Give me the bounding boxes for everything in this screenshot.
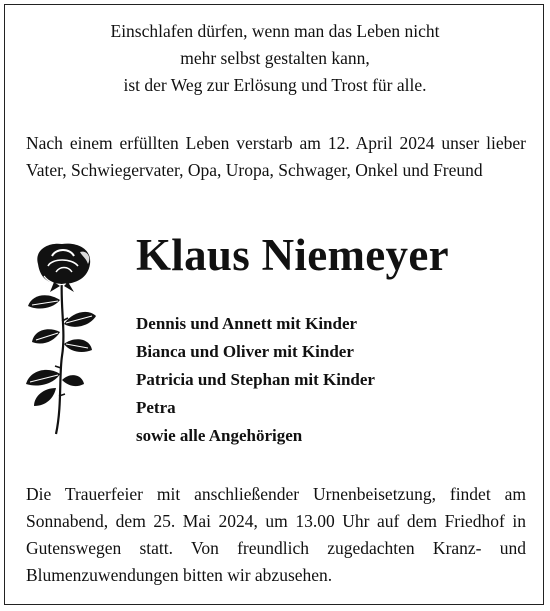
poem-line: ist der Weg zur Erlösung und Trost für alle.: [123, 75, 427, 95]
rose-icon: [22, 236, 104, 436]
poem-line: mehr selbst gestalten kann,: [180, 48, 370, 68]
mourner-line: Dennis und Annett mit Kinder: [136, 314, 358, 333]
mourner-line: Patricia und Stephan mit Kinder: [136, 370, 375, 389]
mourner-line: Bianca und Oliver mit Kinder: [136, 342, 354, 361]
deceased-name: Klaus Niemeyer: [136, 230, 449, 280]
mourner-line: Petra: [136, 398, 176, 417]
poem-line: Einschlafen dürfen, wenn man das Leben nicht: [110, 21, 440, 41]
death-announcement-text: Nach einem erfüllten Leben verstarb am 12. April 2024 unser lieber Vater, Schwiegervater, Opa, Uropa, Schwager, Onkel und Freund: [26, 133, 526, 180]
funeral-service-text: Die Trauerfeier mit anschließender Urnenbeisetzung, findet am Sonnabend, dem 25. Mai 2024, um 13.00 Uhr auf dem Friedhof in Gutenswegen statt. Von freundlich zugedachten Kranz- und Blumenzuwendungen bitten wir abzusehen.: [26, 484, 526, 585]
poem: [0, 18, 550, 99]
mourner-line: sowie alle Angehörigen: [136, 426, 303, 445]
mourners-list: [136, 310, 375, 450]
